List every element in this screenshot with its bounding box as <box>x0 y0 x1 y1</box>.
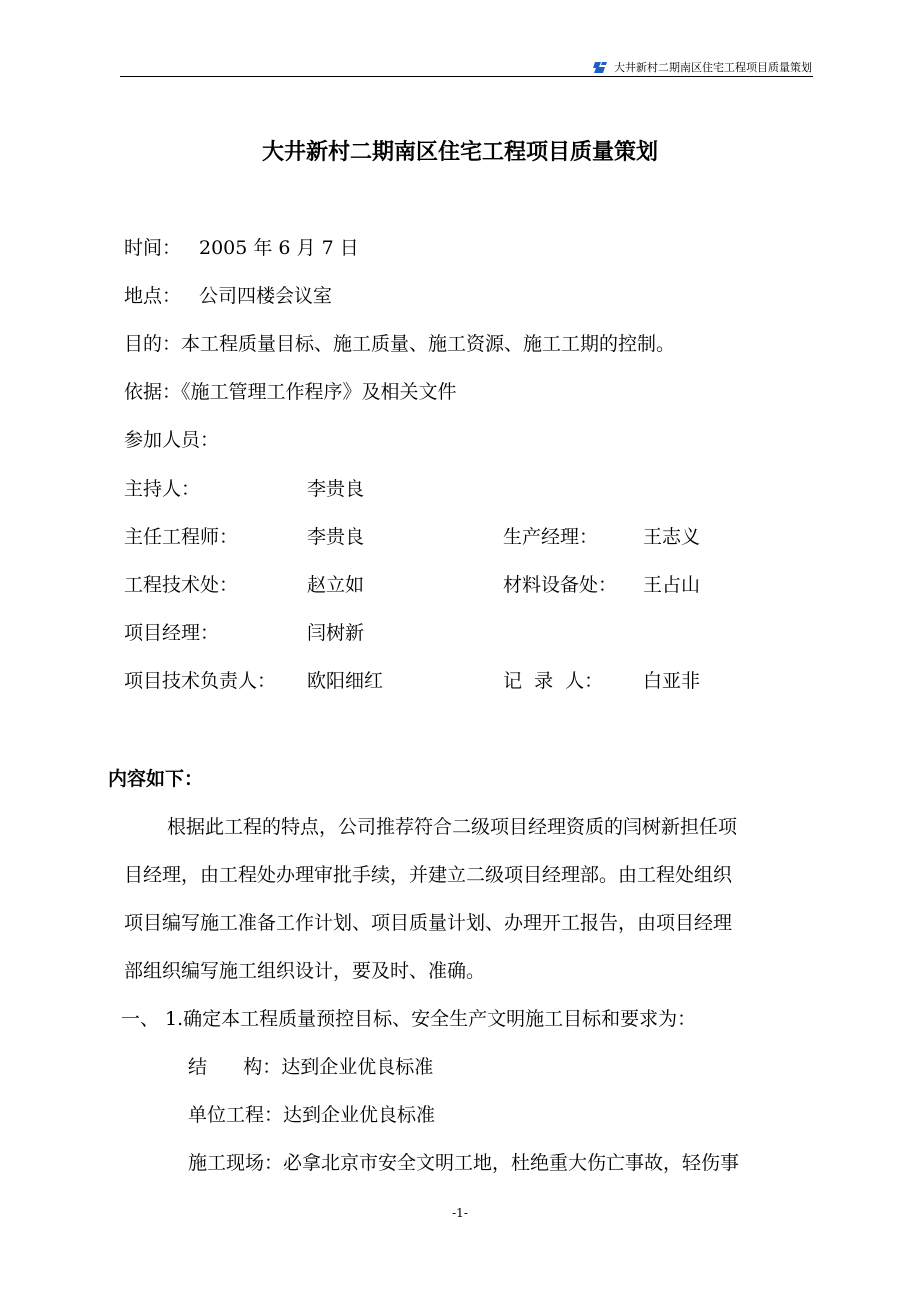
item-1-heading: 一、 1.确定本工程质量预控目标、安全生产文明施工目标和要求为： <box>121 1008 697 1030</box>
attendee-name-2: 白亚非 <box>643 670 701 692</box>
paragraph-line: 项目编写施工准备工作计划、项目质量计划、办理开工报告，由项目经理 <box>124 912 733 934</box>
paragraph-line: 目经理，由工程处办理审批手续，并建立二级项目经理部。由工程处组织 <box>124 864 733 886</box>
attendee-role: 项目技术负责人： <box>124 670 277 692</box>
target-line: 结 构：达到企业优良标准 <box>188 1056 434 1078</box>
document-title: 大井新村二期南区住宅工程项目质量策划 <box>261 140 658 165</box>
running-header <box>593 61 812 74</box>
attendee-role: 主持人： <box>124 478 201 500</box>
page-number: -1- <box>452 1206 468 1220</box>
header-rule <box>120 76 813 77</box>
attendee-name: 闫树新 <box>307 622 365 644</box>
attendee-role: 项目经理： <box>124 622 220 644</box>
attendee-name-2: 王志义 <box>643 526 701 548</box>
paragraph-line: 部组织编写施工组织设计，要及时、准确。 <box>124 960 486 982</box>
attendee-name: 欧阳细红 <box>307 670 384 692</box>
place-value: 公司四楼会议室 <box>199 285 333 307</box>
attendee-role-2: 材料设备处： <box>503 574 618 596</box>
target-line: 施工现场：必拿北京市安全文明工地，杜绝重大伤亡事故，轻伤事 <box>188 1152 740 1174</box>
place-label: 地点： <box>124 285 182 307</box>
content-heading: 内容如下： <box>108 768 204 790</box>
attendee-name-2: 王占山 <box>643 574 701 596</box>
attendee-name: 李贵良 <box>307 526 365 548</box>
attendee-name: 赵立如 <box>307 574 365 596</box>
attendee-name: 李贵良 <box>307 478 365 500</box>
attendees-label: 参加人员： <box>124 429 220 451</box>
running-title: 大井新村二期南区住宅工程项目质量策划 <box>614 60 812 74</box>
time-label: 时间： <box>124 237 182 259</box>
paragraph-line: 根据此工程的特点，公司推荐符合二级项目经理资质的闫树新担任项 <box>167 816 738 838</box>
time-value: 2005 年 6 月 7 日 <box>199 237 359 259</box>
attendee-role: 工程技术处： <box>124 574 239 596</box>
basis-line: 依据：《施工管理工作程序》及相关文件 <box>124 381 457 403</box>
company-logo-icon <box>593 61 608 74</box>
attendee-role-2: 记 录 人： <box>503 670 604 692</box>
attendee-role: 主任工程师： <box>124 526 239 548</box>
target-line: 单位工程：达到企业优良标准 <box>188 1104 436 1126</box>
purpose-line: 目的：本工程质量目标、施工质量、施工资源、施工工期的控制。 <box>124 333 676 355</box>
attendee-role-2: 生产经理： <box>503 526 599 548</box>
